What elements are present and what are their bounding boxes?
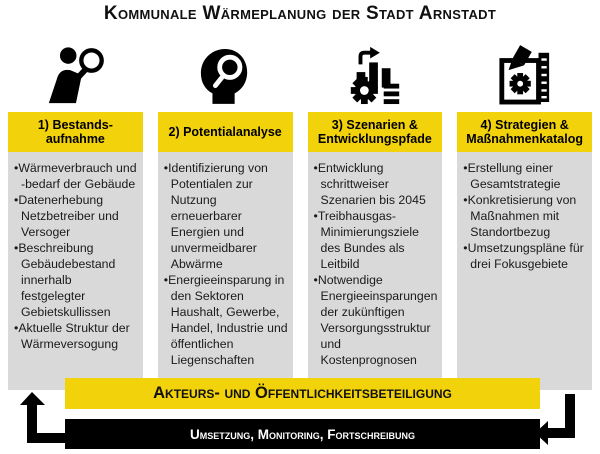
column-body	[8, 152, 143, 390]
list-item: • Wärmeverbrauch und -bedarf der Gebäude	[14, 161, 139, 193]
column-body	[308, 152, 443, 390]
head-search-icon	[158, 40, 293, 110]
column-header: 4) Strategien & Maßnahmenkatalog	[457, 112, 592, 152]
list-item: • Notwendige Energieeinsparungen der zukünftigen Versorgungsstruktur und Kostenprognosen	[314, 273, 439, 369]
list-item: • Entwicklung schrittweiser Szenarien bis 2045	[314, 161, 439, 209]
column-body	[158, 152, 293, 390]
list-item: • Datenerhebung Netzbetreiber und Versoger	[14, 193, 139, 241]
plan-pencil-ruler-icon	[457, 40, 592, 110]
column-szenarien	[308, 112, 443, 390]
phase-icons-row	[8, 40, 592, 110]
page-title: Kommunale Wärmeplanung der Stadt Arnstadt	[103, 3, 497, 24]
gear-chart-arrow-icon	[308, 40, 443, 110]
list-item: • Identifizierung von Potentialen zur Nutzung erneuerbarer Energien und unvermeidbarer Abwärme	[164, 161, 289, 273]
phase-columns	[8, 112, 592, 390]
feedback-arrow-up-icon	[20, 392, 66, 450]
column-body	[457, 152, 592, 390]
list-item: • Energieeinsparung in den Sektoren Haushalt, Gewerbe, Handel, Industrie und öffentlichen Liegenschaften	[164, 273, 289, 369]
list-item: • Erstellung einer Gesamtstrategie	[463, 161, 588, 193]
column-header: 3) Szenarien & Entwicklungspfade	[308, 112, 443, 152]
column-header: 2) Potentialanalyse	[158, 112, 293, 152]
feedback-arrow-left-icon	[535, 394, 579, 446]
participation-banner: Akteurs- und Öffentlichkeitsbeteiligung	[65, 378, 540, 409]
column-potentialanalyse	[158, 112, 293, 390]
list-item: • Beschreibung Gebäudebestand innerhalb festgelegter Gebietskullissen	[14, 241, 139, 321]
list-item: • Konkretisierung von Maßnahmen mit Standortbezug	[463, 193, 588, 241]
person-magnifier-icon	[8, 40, 143, 110]
column-bestandsaufnahme	[8, 112, 143, 390]
column-header: 1) Bestands-aufnahme	[8, 112, 143, 152]
list-item: • Treibhausgas-Minimierungsziele des Bundes als Leitbild	[314, 209, 439, 273]
implementation-banner: Umsetzung, Monitoring, Fortschreibung	[65, 419, 540, 449]
list-item: • Aktuelle Struktur der Wärmeversogung	[14, 321, 139, 353]
column-strategien	[457, 112, 592, 390]
list-item: • Umsetzungspläne für drei Fokusgebiete	[463, 241, 588, 273]
